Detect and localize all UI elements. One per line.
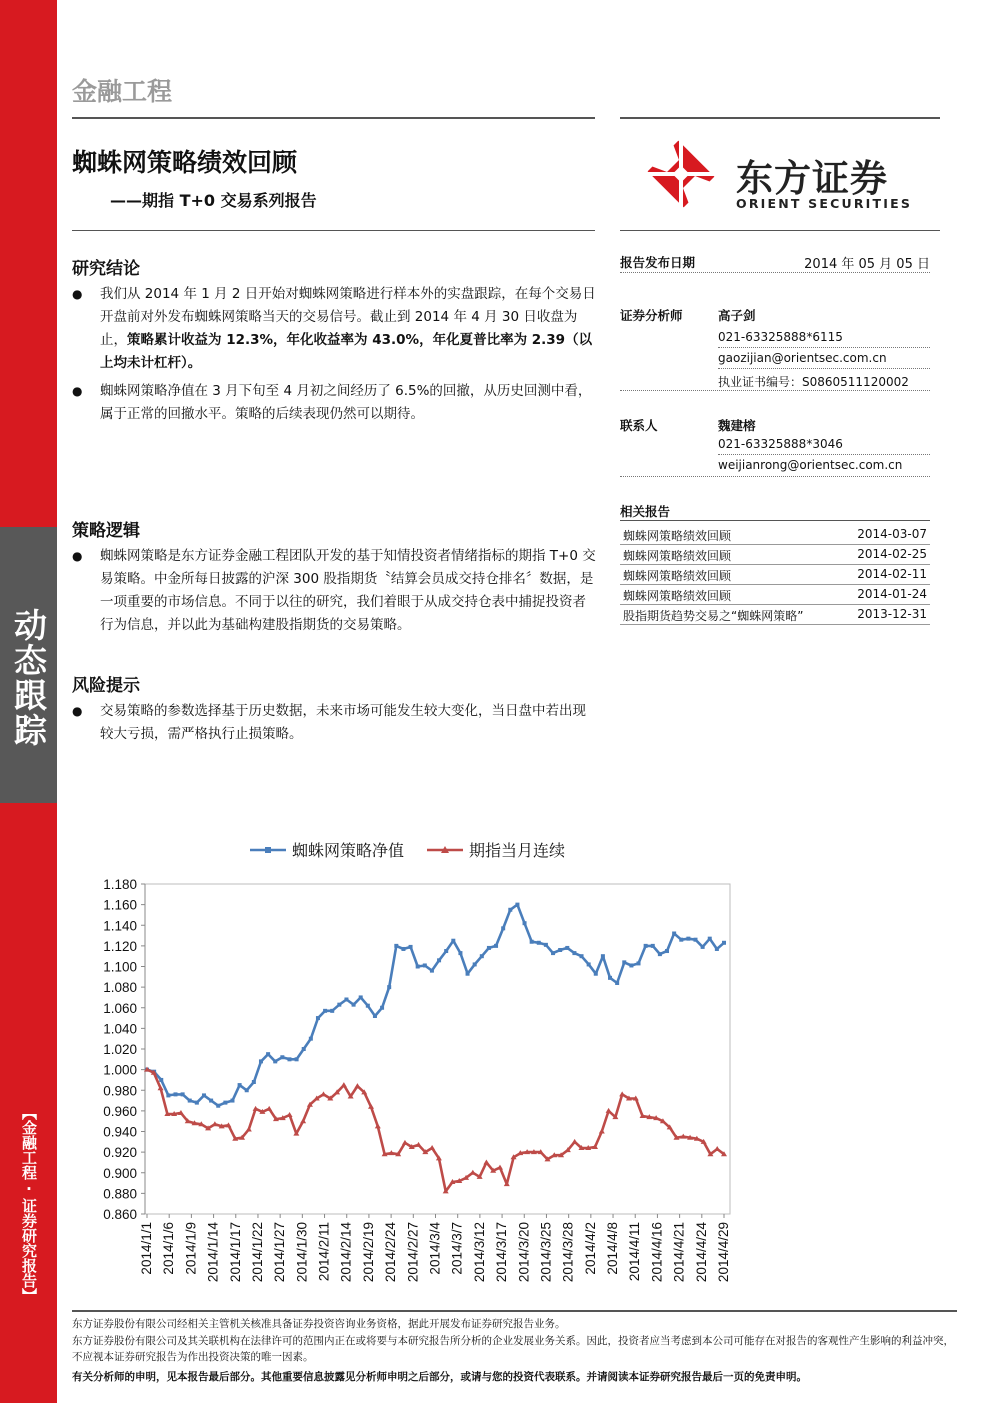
series-1-point <box>708 937 712 941</box>
series-1-point <box>608 976 612 980</box>
x-tick-label: 2014/1/22 <box>249 1222 265 1283</box>
x-tick-label: 2014/4/16 <box>649 1222 665 1283</box>
bullet-dot-icon: ● <box>72 704 83 718</box>
logic-heading: 策略逻辑 <box>72 521 140 541</box>
y-tick-label: 0.860 <box>103 1207 137 1222</box>
x-tick-label: 2014/3/25 <box>538 1222 554 1283</box>
series-1-point <box>352 1003 356 1007</box>
risk-heading: 风险提示 <box>72 676 140 696</box>
series-1-point <box>223 1101 227 1105</box>
series-1-point <box>458 951 462 955</box>
series-2-point <box>470 1170 476 1175</box>
series-1-point <box>494 944 498 948</box>
series-1-point <box>359 995 363 999</box>
related-report-row[interactable] <box>620 564 930 585</box>
series-1-point <box>679 938 683 942</box>
x-tick-label: 2014/2/19 <box>360 1222 376 1283</box>
sidebar-report-type: 动态跟踪 <box>9 608 48 748</box>
x-tick-label: 2014/4/24 <box>693 1222 709 1283</box>
contact-phone: 021-63325888*3046 <box>718 437 843 451</box>
header-rule-left <box>72 117 595 119</box>
series-1-point <box>501 926 505 930</box>
bullet-dot-icon: ● <box>72 549 83 563</box>
x-tick-label: 2014/3/20 <box>516 1222 532 1283</box>
analyst-name: 高子剑 <box>718 308 756 323</box>
y-tick-label: 1.100 <box>103 959 137 975</box>
series-1-point <box>188 1099 192 1103</box>
report-title: 蜘蛛网策略绩效回顾 <box>72 148 298 177</box>
series-1-point <box>302 1047 306 1051</box>
x-tick-label: 2014/1/17 <box>227 1222 243 1283</box>
x-tick-label: 2014/3/4 <box>427 1222 443 1275</box>
series-1-point <box>665 949 669 953</box>
series-1-point <box>181 1092 185 1096</box>
series-1-point <box>701 945 705 949</box>
series-1-point <box>644 944 648 948</box>
x-tick-label: 2014/4/2 <box>582 1222 598 1275</box>
publish-date-value: 2014 年 05 月 05 日 <box>804 257 930 272</box>
analyst-cert: 执业证书编号：S0860511120002 <box>718 375 909 389</box>
x-tick-label: 2014/2/27 <box>405 1222 421 1283</box>
series-1-point <box>615 981 619 985</box>
series-1-point <box>366 1004 370 1008</box>
y-tick-label: 1.140 <box>103 918 137 934</box>
series-2-point <box>714 1146 720 1151</box>
series-1-point <box>437 958 441 962</box>
x-tick-label: 2014/4/21 <box>671 1222 687 1283</box>
bullet-dot-icon: ● <box>72 287 83 301</box>
related-report-row[interactable] <box>620 544 930 565</box>
series-1-point <box>159 1078 163 1082</box>
x-tick-label: 2014/1/30 <box>294 1222 310 1283</box>
series-1-point <box>558 948 562 952</box>
y-tick-label: 0.900 <box>103 1165 137 1181</box>
series-1-point <box>430 969 434 973</box>
series-1-point <box>487 946 491 950</box>
series-1-point <box>537 941 541 945</box>
sidebar-red-top <box>0 0 57 527</box>
series-1-point <box>344 998 348 1002</box>
footer-line-3: 有关分析师的申明，见本报告最后部分。其他重要信息披露见分析师申明之后部分，或请与您的投资代表联系。并请阅读本证券研究报告最后一页的免责申明。 <box>72 1371 807 1383</box>
sidebar-report-category: 【金融工程·证券研究报告】 <box>20 1105 38 1303</box>
series-2-point <box>287 1112 293 1117</box>
series-1-point <box>530 940 534 944</box>
series-1-point <box>416 965 420 969</box>
y-tick-label: 0.920 <box>103 1145 137 1161</box>
series-2-point <box>497 1165 503 1170</box>
series-1-point <box>451 939 455 943</box>
performance-chart <box>75 828 740 1313</box>
related-top-rule <box>620 520 930 521</box>
series-1-point <box>202 1093 206 1097</box>
conclusion-text-1b: 策略累计收益为 12.3%，年化收益率为 43.0%，年化夏普比率为 2.39（以上均未计杠杆）。 <box>100 332 593 371</box>
series-1-point <box>587 962 591 966</box>
section-tag: 金融工程 <box>72 77 173 106</box>
analyst-email[interactable]: gaozijian@orientsec.com.cn <box>718 351 887 365</box>
conclusion-text-2: 蜘蛛网策略净值在 3 月下旬至 4 月初之间经历了 6.5%的回撤，从历史回测中看，属于正常的回撤水平。策略的后续表现仍然可以期待。 <box>100 383 592 422</box>
related-report-title[interactable]: 蜘蛛网策略绩效回顾 <box>623 529 732 543</box>
series-1-point <box>401 947 405 951</box>
series-2-point <box>341 1082 347 1087</box>
footer-line-1: 东方证券股份有限公司经相关主管机关核准具备证券投资咨询业务资格，据此开展发布证券研究报告业务。 <box>72 1318 566 1330</box>
series-1-point <box>394 944 398 948</box>
x-tick-label: 2014/4/11 <box>627 1222 643 1282</box>
series-1-point <box>273 1059 277 1063</box>
legend-marker-1 <box>265 847 271 853</box>
x-tick-label: 2014/1/6 <box>161 1222 177 1275</box>
x-tick-label: 2014/3/12 <box>471 1222 487 1283</box>
series-1-point <box>423 963 427 967</box>
series-1-point <box>409 945 413 949</box>
series-1-point <box>722 941 726 945</box>
series-1-point <box>173 1092 177 1096</box>
series-1-point <box>473 962 477 966</box>
related-heading <box>620 502 930 520</box>
series-2-point <box>402 1140 408 1145</box>
series-2-point <box>253 1106 259 1111</box>
conclusion-bullet-2 <box>72 380 597 426</box>
series-1-point <box>651 944 655 948</box>
series-2-point <box>599 1129 605 1134</box>
series-2-point <box>572 1139 578 1144</box>
logic-text-1: 蜘蛛网策略是东方证券金融工程团队开发的基于知情投资者情绪指标的期指 T+0 交易策略。中金所每日披露的沪深 300 股指期货〝结算会员成交持仓排名〞数据，是一项重要的市场信息。不同于以往的研究，我们着眼于从成交持仓表中捕捉投资者行为信息，并以此为基础构建股指期货的交易策略。 <box>100 548 596 633</box>
related-report-row[interactable] <box>620 604 930 625</box>
analyst-divider-2 <box>718 368 930 369</box>
footer-line-2: 东方证券股份有限公司及其关联机构在法律许可的范围内正在或将要与本研究报告所分析的企业发展业务关系。因此，投资者应当考虑到本公司可能存在对报告的客观性产生影响的利益冲突，不应视本证券研究报告为作出投资决策的唯一因素。 <box>72 1335 954 1363</box>
series-1-point <box>508 908 512 912</box>
y-tick-label: 1.120 <box>103 938 137 954</box>
series-2-point <box>354 1083 360 1088</box>
series-1-point <box>551 951 555 955</box>
related-heading-text: 相关报告 <box>620 504 671 519</box>
logo-en-text: ORIENT SECURITIES <box>736 196 913 211</box>
related-report-date: 2014-01-24 <box>857 587 927 601</box>
series-1-point <box>280 1055 284 1059</box>
x-tick-label: 2014/2/24 <box>383 1222 399 1283</box>
related-report-title[interactable]: 蜘蛛网策略绩效回顾 <box>623 569 732 583</box>
date-divider <box>620 272 930 273</box>
x-tick-label: 2014/2/14 <box>338 1222 354 1283</box>
series-2-point <box>429 1145 435 1150</box>
related-report-date: 2013-12-31 <box>857 607 927 621</box>
related-report-date: 2014-03-07 <box>857 527 927 541</box>
series-1-point <box>166 1093 170 1097</box>
related-report-title[interactable]: 蜘蛛网策略绩效回顾 <box>623 589 732 603</box>
series-1-point <box>565 946 569 950</box>
header-rule-right <box>620 117 940 119</box>
risk-text-1: 交易策略的参数选择基于历史数据，未来市场可能发生较大变化，当日盘中若出现较大亏损，需严格执行止损策略。 <box>100 703 586 742</box>
series-1-point <box>380 1006 384 1010</box>
series-1-point <box>309 1037 313 1041</box>
analyst-divider-3 <box>620 390 930 391</box>
x-tick-label: 2014/1/27 <box>272 1222 288 1283</box>
series-1-point <box>444 949 448 953</box>
y-tick-label: 0.940 <box>103 1124 137 1140</box>
series-1-point <box>637 961 641 965</box>
contact-name: 魏建榕 <box>718 418 756 433</box>
contact-block <box>620 416 930 434</box>
x-tick-label: 2014/3/17 <box>494 1222 510 1283</box>
y-tick-label: 1.080 <box>103 980 137 996</box>
series-1-point <box>330 1009 334 1013</box>
logic-bullet-1 <box>72 545 597 637</box>
series-1-point <box>216 1104 220 1108</box>
y-tick-label: 0.880 <box>103 1186 137 1202</box>
series-2-point <box>320 1091 326 1096</box>
title-rule-right <box>620 230 940 231</box>
series-2-point <box>266 1106 272 1111</box>
related-report-title[interactable]: 股指期货趋势交易之“蜘蛛网策略” <box>623 609 804 623</box>
analyst-divider-1 <box>718 347 930 348</box>
series-1-point <box>295 1057 299 1061</box>
analyst-phone: 021-63325888*6115 <box>718 330 843 344</box>
x-tick-label: 2014/4/8 <box>605 1222 621 1275</box>
logo-cn-text: 东方证券 <box>736 157 888 200</box>
series-1-point <box>287 1057 291 1061</box>
footer-rule <box>72 1310 957 1312</box>
x-tick-label: 2014/1/9 <box>183 1222 199 1275</box>
bullet-dot-icon: ● <box>72 384 83 398</box>
y-tick-label: 1.020 <box>103 1042 137 1057</box>
conclusion-heading: 研究结论 <box>72 259 140 279</box>
x-tick-label: 2014/1/1 <box>139 1222 154 1275</box>
series-line-1 <box>147 905 724 1106</box>
related-report-date: 2014-02-25 <box>857 547 927 561</box>
x-tick-label: 2014/2/11 <box>316 1222 332 1282</box>
y-tick-label: 1.040 <box>103 1021 137 1037</box>
legend-label-1: 蜘蛛网策略净值 <box>292 841 405 860</box>
contact-divider-2 <box>620 476 930 477</box>
y-tick-label: 1.180 <box>103 877 137 892</box>
analyst-label: 证券分析师 <box>620 308 683 323</box>
series-1-point <box>230 1099 234 1103</box>
conclusion-bullet-1 <box>72 283 597 375</box>
series-1-point <box>387 985 391 989</box>
series-2-point <box>606 1108 612 1113</box>
conclusion-text-1a: 我们从 2014 年 1 月 2 日开始对蜘蛛网策略进行样本外的实盘跟踪，在每个交易日开盘前对外发布蜘蛛网策略当天的交易信号。截止到 2014 年 4 月 30 日收盘为止， <box>100 286 596 348</box>
sidebar-red-bottom <box>0 803 57 1403</box>
report-subtitle: ——期指 T+0 交易系列报告 <box>110 191 317 210</box>
logo-mark-icon <box>638 138 724 210</box>
related-report-title[interactable]: 蜘蛛网策略绩效回顾 <box>623 549 732 563</box>
series-1-point <box>658 952 662 956</box>
series-1-point <box>622 960 626 964</box>
publish-date-label: 报告发布日期 <box>620 255 696 270</box>
risk-bullet-1 <box>72 700 597 746</box>
analyst-block <box>620 306 930 324</box>
series-1-point <box>572 951 576 955</box>
series-1-point <box>629 963 633 967</box>
y-tick-label: 1.160 <box>103 897 137 913</box>
x-tick-label: 2014/3/28 <box>560 1222 576 1283</box>
company-logo <box>638 138 928 218</box>
plot-area <box>145 884 730 1214</box>
series-1-point <box>580 954 584 958</box>
series-1-point <box>544 943 548 947</box>
series-1-point <box>259 1059 263 1063</box>
series-1-point <box>480 954 484 958</box>
contact-email[interactable]: weijianrong@orientsec.com.cn <box>718 458 903 472</box>
series-2-point <box>619 1091 625 1096</box>
related-report-row[interactable] <box>620 524 930 545</box>
series-1-point <box>686 937 690 941</box>
series-1-point <box>266 1052 270 1056</box>
publish-date-row <box>620 253 930 271</box>
series-1-point <box>245 1088 249 1092</box>
series-1-point <box>601 954 605 958</box>
x-tick-label: 2014/3/7 <box>449 1222 465 1275</box>
title-rule-left <box>72 230 595 231</box>
series-1-point <box>515 903 519 907</box>
series-1-point <box>316 1016 320 1020</box>
series-1-point <box>672 932 676 936</box>
related-report-row[interactable] <box>620 584 930 605</box>
x-tick-label: 2014/4/29 <box>716 1222 731 1283</box>
series-1-point <box>238 1083 242 1087</box>
series-1-point <box>195 1101 199 1105</box>
series-1-point <box>209 1099 213 1103</box>
series-1-point <box>337 1003 341 1007</box>
series-2-point <box>483 1159 489 1164</box>
series-1-point <box>715 947 719 951</box>
series-1-point <box>323 1009 327 1013</box>
series-line-2 <box>147 1070 724 1192</box>
y-tick-label: 0.980 <box>103 1083 137 1099</box>
contact-label: 联系人 <box>620 418 658 433</box>
series-1-point <box>523 921 527 925</box>
contact-divider-1 <box>718 454 930 455</box>
related-report-date: 2014-02-11 <box>857 567 927 581</box>
series-2-point <box>246 1126 252 1131</box>
series-1-point <box>252 1080 256 1084</box>
x-tick-label: 2014/1/14 <box>205 1222 221 1283</box>
series-1-point <box>466 972 470 976</box>
y-tick-label: 0.960 <box>103 1103 137 1119</box>
y-tick-label: 1.000 <box>103 1062 137 1078</box>
y-tick-label: 1.060 <box>103 1000 137 1016</box>
legend-label-2: 期指当月连续 <box>469 841 566 860</box>
series-1-point <box>594 972 598 976</box>
series-1-point <box>694 938 698 942</box>
series-1-point <box>373 1014 377 1018</box>
